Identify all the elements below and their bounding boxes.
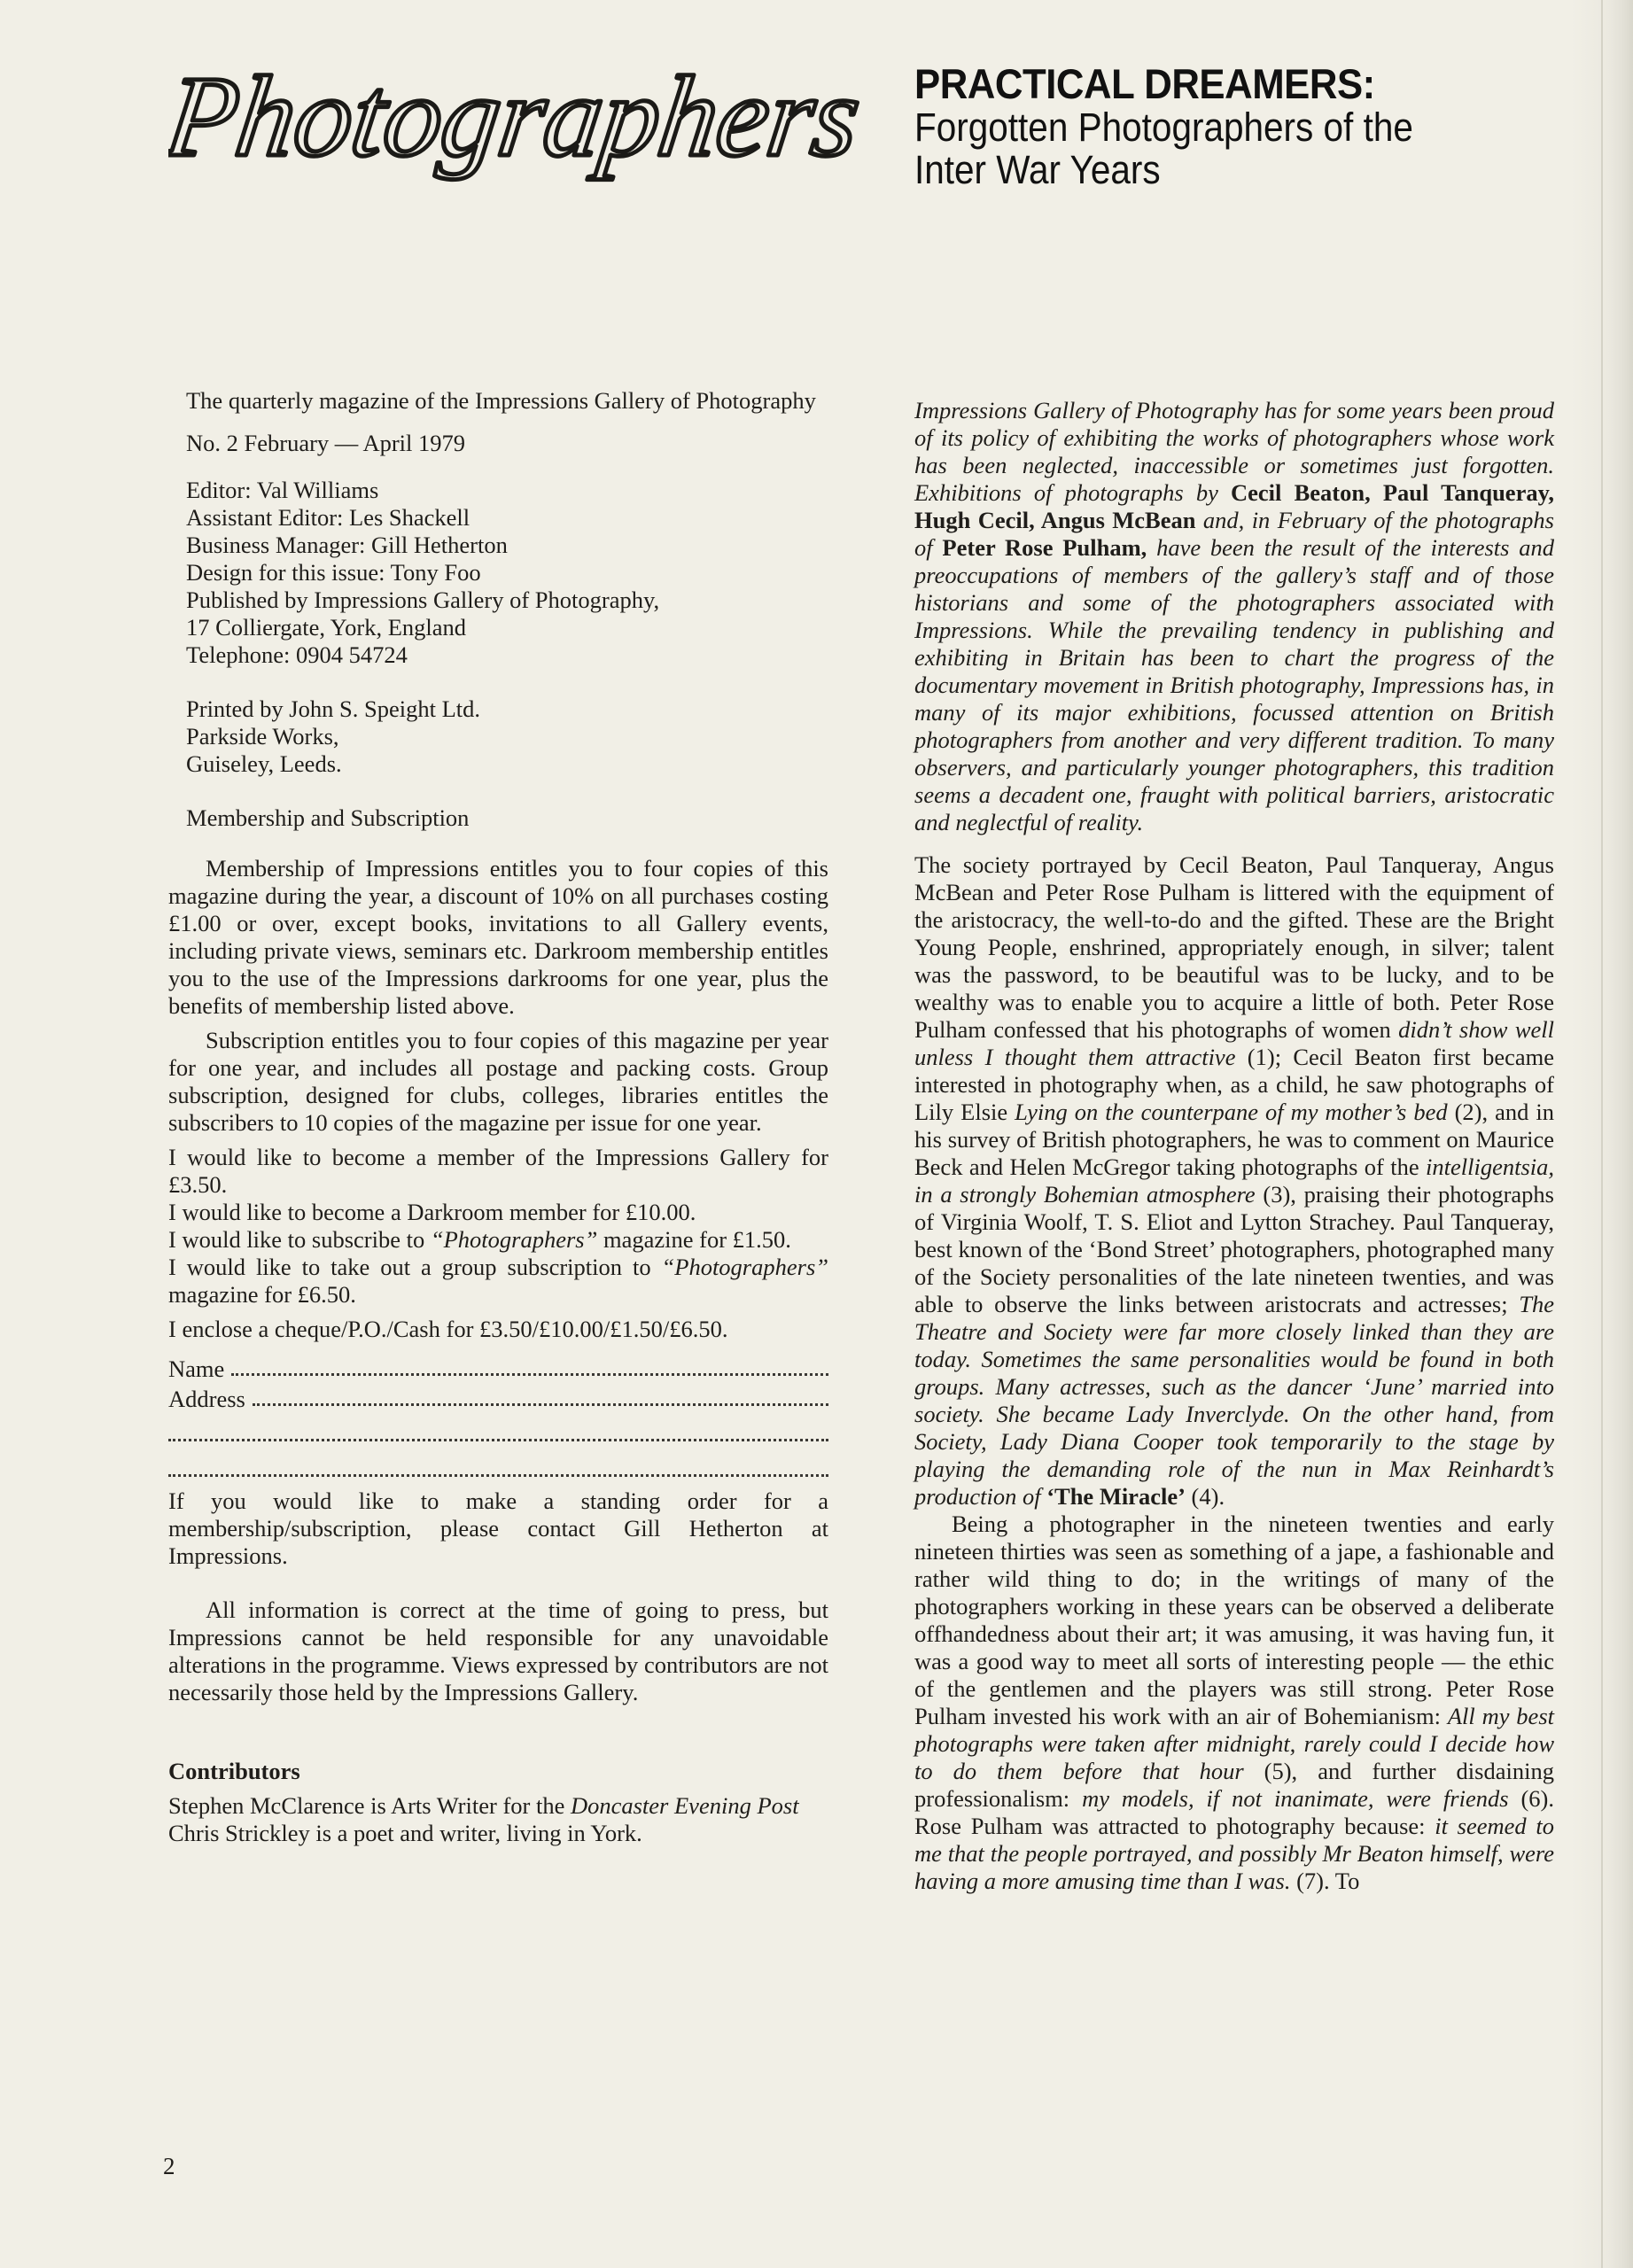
colophon-column — [168, 387, 828, 1847]
contributor-1-publication: Doncaster Evening Post — [570, 1792, 799, 1819]
contributors-heading: Contributors — [168, 1758, 300, 1784]
membership-heading: Membership and Subscription — [186, 804, 470, 831]
article-subtitle-line-1: Forgotten Photographers of the — [914, 105, 1413, 150]
address-line-2[interactable] — [168, 1413, 828, 1449]
option-group-price: magazine for £6.50. — [168, 1281, 356, 1308]
article-paragraph-2 — [914, 851, 1554, 1511]
italic-text-run: it seemed to me that the people portrayed, and possibly Mr Beaton himself, were having a more amusing time than I was. — [914, 1813, 1554, 1894]
printer-info — [186, 695, 828, 778]
order-form — [168, 1348, 828, 1484]
italic-text-run: All my best photographs were taken after midnight, rarely could I decide how to do them before that hour — [914, 1703, 1554, 1784]
credit-design: Design for this issue: Tony Foo — [186, 559, 481, 586]
issue-info: No. 2 February — April 1979 — [186, 430, 466, 456]
italic-text-run: The Theatre and Society were far more closely linked than they are today. Sometimes the same personalities would be found in both groups. Many actresses, such as the dancer ‘June’ married into society. She became Lady Inverclyde. On the other hand, from Society, Lady Diana Cooper took temporarily to the stage by playing the demanding role of the nun in Max Reinhardt’s production of — [914, 1291, 1554, 1510]
option-darkroom: I would like to become a Darkroom member for £10.00. — [168, 1199, 696, 1225]
text-run: (3), praising their photographs of Virginia Woolf, T. S. Eliot and Lytton Strachey. Paul Tanqueray, best known of the ‘Bond Street’ photographers, photographed many of the Society personalities of the late nineteen twenties, and was able to observe the links between aristocrats and actresses; — [914, 1181, 1554, 1317]
article-title-block — [914, 62, 1588, 191]
name-input-line[interactable] — [231, 1373, 828, 1376]
option-group — [168, 1254, 828, 1309]
disclaimer: All information is correct at the time of going to press, but Impressions cannot be held responsible for any unavoidable alterations in the programme. Views expressed by contributors are not necessarily those held by the Impressions Gallery. — [168, 1596, 828, 1705]
text-run: (2), and in his survey of British photographers, he was to comment on Maurice Beck and Helen McGregor taking photographs of the — [914, 1099, 1555, 1180]
article-title: PRACTICAL DREAMERS: — [914, 60, 1375, 107]
magazine-intro: The quarterly magazine of the Impressions Gallery of Photography — [186, 387, 816, 414]
text-run: Being a photographer in the nineteen twenties and early nineteen thirties was seen as something of a jape, a fashionable and rather wild thing to do; in the writings of many of the photographers working in these years can be observed a deliberate offhandedness about their art; it was amusing, it was having fun, it was a good way to meet all sorts of interesting people — the ethic of the gentlemen and the players was still strong. Peter Rose Pulham invested his work with an air of Bohemianism: — [914, 1511, 1554, 1729]
membership-paragraph: Membership of Impressions entitles you to four copies of this magazine during the year, a discount of 10% on all purchases costing £1.00 or over, except books, invitations to all Gallery events, including private views, seminars etc. Darkroom membership entitles you to the use of the Impressions darkrooms for one year, plus the benefits of membership listed above. — [168, 855, 828, 1019]
photographers-logo-art — [168, 49, 877, 208]
text-run: (5), and further disdaining professionalism: — [914, 1758, 1554, 1812]
magazine-title: “Photographers” — [661, 1254, 828, 1280]
contributor-2: Chris Strickley is a poet and writer, living in York. — [168, 1820, 642, 1846]
standing-order-note: If you would like to make a standing order for a membership/subscription, please contact Gill Hetherton at Impressions. — [168, 1487, 828, 1569]
printer-works: Parkside Works, — [186, 723, 339, 750]
photographers-logo — [168, 49, 877, 208]
address-input-line-2[interactable] — [168, 1439, 828, 1441]
credit-editor: Editor: Val Williams — [186, 477, 379, 503]
italic-text-run: and, in February of the photographs of — [914, 507, 1554, 561]
printer-town: Guiseley, Leeds. — [186, 750, 342, 777]
article-paragraph-3 — [914, 1511, 1554, 1895]
address-field[interactable] — [168, 1383, 828, 1413]
credit-telephone: Telephone: 0904 54724 — [186, 641, 408, 668]
article-column — [914, 397, 1554, 1895]
option-subscribe-text: I would like to subscribe to — [168, 1226, 431, 1253]
printer-name: Printed by John S. Speight Ltd. — [186, 695, 481, 722]
page-edge — [1571, 0, 1633, 2268]
address-label: Address — [168, 1386, 245, 1412]
article-intro — [914, 397, 1554, 836]
bold-text-run: Cecil Beaton, Paul Tanqueray, Hugh Cecil, Angus McBean — [914, 479, 1554, 533]
colophon-header — [168, 387, 828, 832]
text-run: (6). Rose Pulham was attracted to photography because: — [914, 1785, 1554, 1839]
italic-text-run: didn’t show well unless I thought them attractive — [914, 1016, 1554, 1070]
contributor-1 — [168, 1792, 828, 1820]
page-number: 2 — [163, 2153, 175, 2179]
option-subscribe — [168, 1226, 828, 1254]
magazine-title: “Photographers” — [430, 1226, 598, 1253]
address-line-3[interactable] — [168, 1449, 828, 1484]
option-membership: I would like to become a member of the Impressions Gallery for £3.50. — [168, 1144, 828, 1198]
name-label: Name — [168, 1355, 225, 1382]
italic-text-run: Lying on the counterpane of my mother’s bed — [1015, 1099, 1448, 1125]
text-run: (7). To — [1290, 1868, 1360, 1894]
bold-text-run: ‘The Miracle’ — [1046, 1483, 1186, 1510]
credit-business-manager: Business Manager: Gill Hetherton — [186, 532, 508, 558]
enclose-payment: I enclose a cheque/P.O./Cash for £3.50/£10.00/£1.50/£6.50. — [168, 1316, 728, 1342]
italic-text-run: have been the result of the interests and preoccupations of members of the gallery’s staff and of those historians and some of the photographers associated with Impressions. While the prevailing tendency in publishing and exhibiting in Britain has been to chart the progress of the documentary movement in British photography, Impressions has, in many of its major exhibitions, focussed attention on British photographers from another and very different tradition. To many observers, and particularly younger photographers, this tradition seems a decadent one, fraught with political barriers, aristocratic and neglectful of reality. — [914, 534, 1554, 835]
credit-publisher: Published by Impressions Gallery of Photography, — [186, 586, 660, 613]
address-input-line-1[interactable] — [253, 1403, 828, 1406]
text-run: (1); Cecil Beaton first became interested in photography when, as a child, he saw photographs of Lily Elsie — [914, 1044, 1554, 1125]
address-input-line-3[interactable] — [168, 1474, 828, 1477]
name-field[interactable] — [168, 1348, 828, 1383]
credits-list — [186, 477, 828, 669]
option-group-text: I would like to take out a group subscription to — [168, 1254, 662, 1280]
subscription-paragraph: Subscription entitles you to four copies of this magazine per year for one year, and includes all postage and packing costs. Group subscription, designed for clubs, colleges, libraries entitles the subscribers to 10 copies of the magazine per issue for one year. — [168, 1027, 828, 1136]
option-subscribe-price: magazine for £1.50. — [597, 1226, 791, 1253]
italic-text-run: Impressions Gallery of Photography has for some years been proud of its policy of exhibiting the works of photographers whose work has been neglected, inaccessible or sometimes just forgotten. Exhibitions of photographs by — [914, 397, 1554, 506]
italic-text-run: intelligentsia, in a strongly Bohemian atmosphere — [914, 1153, 1554, 1208]
credit-address: 17 Colliergate, York, England — [186, 614, 467, 641]
text-run: (4). — [1185, 1483, 1225, 1510]
article-subtitle-line-2: Inter War Years — [914, 147, 1161, 192]
italic-text-run: my models, if not inanimate, were friends — [1082, 1785, 1509, 1812]
logo-lettering: Photographers — [168, 53, 868, 181]
text-run: The society portrayed by Cecil Beaton, Paul Tanqueray, Angus McBean and Peter Rose Pulham is littered with the equipment of the aristocracy, the well-to-do and the gifted. These are the Bright Young People, enshrined, appropriately enough, in silver; talent was the password, to be beautiful was to be lucky, and to be wealthy was to enable you to acquire a little of both. Peter Rose Pulham confessed that his photographs of women — [914, 851, 1554, 1043]
bold-text-run: Peter Rose Pulham, — [942, 534, 1147, 561]
contributor-1-text: Stephen McClarence is Arts Writer for the — [168, 1792, 571, 1819]
credit-assistant-editor: Assistant Editor: Les Shackell — [186, 504, 470, 531]
